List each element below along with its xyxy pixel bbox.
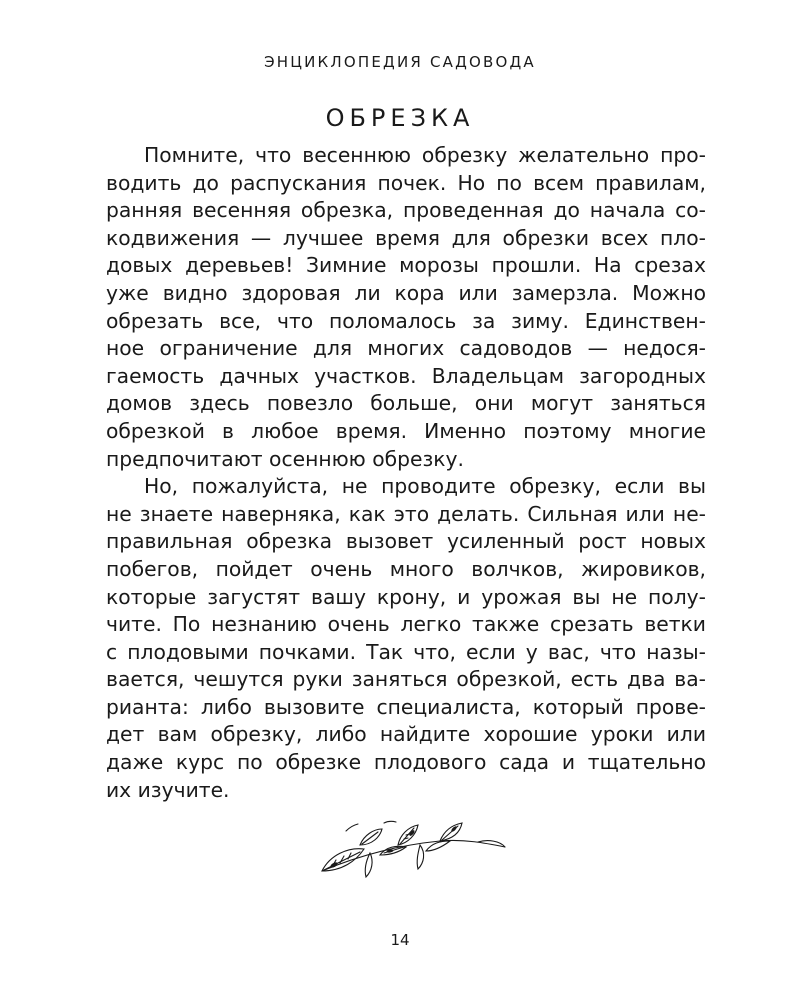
text-line: ранняя весенняя обрезка, проведенная до начала со- [106, 198, 706, 223]
text-line: водить до распускания почек. Но по всем правилам, [106, 170, 706, 195]
paragraph-2 [106, 473, 706, 804]
text-line: с плодовыми почками. Так что, если у вас, что назы- [106, 639, 706, 664]
text-line: домов здесь повезло больше, они могут заняться [106, 391, 706, 416]
leafy-branch-icon [300, 815, 515, 885]
page-number: 14 [390, 931, 410, 949]
text-line-last: их изучите. [106, 777, 230, 802]
text-line: ное ограничение для многих садоводов — недося- [106, 336, 706, 361]
text-line: Но, пожалуйста, не проводите обрезку, если вы [144, 474, 706, 499]
text-line: правильная обрезка вызовет усиленный рост новых [106, 529, 706, 554]
text-line: довых деревьев! Зимние морозы прошли. На срезах [106, 253, 706, 278]
text-line: уже видно здоровая ли кора или замерзла. Можно [106, 280, 706, 305]
text-line-last: предпочитают осеннюю обрезку. [106, 446, 464, 471]
text-line: которые загустят вашу крону, и урожая вы не полу- [106, 584, 706, 609]
chapter-title: ОБРЕЗКА [325, 104, 475, 132]
text-line: не знаете наверняка, как это делать. Сильная или не- [106, 501, 706, 526]
text-line: обрезкой в любое время. Именно поэтому многие [106, 418, 706, 443]
text-line: даже курс по обрезке плодового сада и тщательно [106, 750, 706, 775]
running-header: ЭНЦИКЛОПЕДИЯ САДОВОДА [264, 53, 536, 71]
text-line: чите. По незнанию очень легко также срезать ветки [106, 612, 706, 637]
paragraph-1 [106, 142, 706, 473]
text-line: гаемость дачных участков. Владельцам загородных [106, 363, 706, 388]
text-line: Помните, что весеннюю обрезку желательно про- [144, 143, 706, 167]
text-line: вается, чешутся руки заняться обрезкой, есть два ва- [106, 667, 706, 692]
text-line: побегов, пойдет очень много волчков, жировиков, [106, 556, 706, 581]
text-line: кодвижения — лучшее время для обрезки всех пло- [106, 225, 706, 250]
text-line: рианта: либо вызовите специалиста, который прове- [106, 694, 706, 719]
text-line: обрезать все, что поломалось за зиму. Единствен- [106, 308, 706, 333]
text-line: дет вам обрезку, либо найдите хорошие уроки или [106, 722, 706, 747]
body-text [106, 142, 706, 804]
